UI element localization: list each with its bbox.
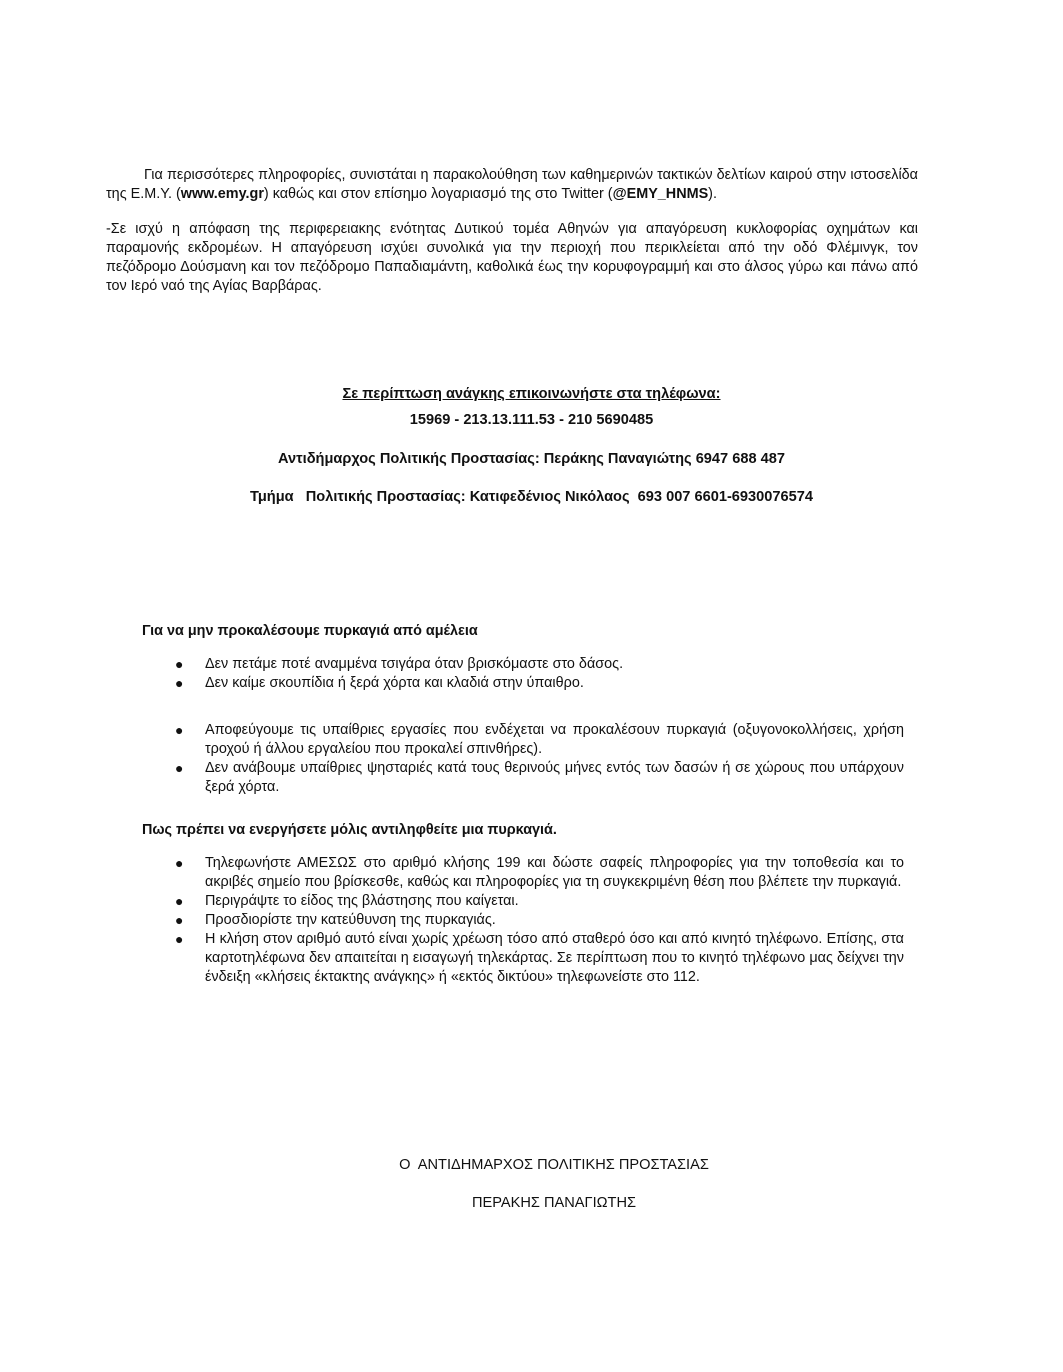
list-item: ● Η κλήση στον αριθμό αυτό είναι χωρίς χρέωση τόσο από σταθερό όσο και από κινητό τηλέφωνο. Επίσης, στα καρτοτηλέφωνα δεν απαιτείται η εισαγωγή τηλεκάρτας. Σε περίπτωση που το κινητό τηλέφωνο μας δείχνει την ένδειξη «κλήσεις έκτακτης ανάγκης» ή «εκτός δικτύου» τηλεφωνείστε στο 112. <box>175 931 904 985</box>
bullet-icon: ● <box>175 893 184 909</box>
list-item: ● Τηλεφωνήστε ΑΜΕΣΩΣ στο αριθμό κλήσης 199 και δώστε σαφείς πληροφορίες για την τοποθεσία και το ακριβές σημείο που βρίσκεσθε, καθώς και πληροφορίες για τη συγκεκριμένη θέση που βλέπετε την πυρκαγιά. <box>175 855 904 890</box>
bullet-icon: ● <box>175 912 184 928</box>
bullet-icon: ● <box>175 722 184 738</box>
list-item: ● Δεν καίμε σκουπίδια ή ξερά χόρτα και κλαδιά στην ύπαιθρο. <box>175 675 584 691</box>
list-item: ● Αποφεύγουμε τις υπαίθριες εργασίες που ενδέχεται να προκαλέσουν πυρκαγιά (οξυγονοκολλήσεις, χρήση τροχού ή άλλου εργαλείου που προκαλεί σπινθήρες). <box>175 722 904 757</box>
signature-title: Ο ΑΝΤΙΔΗΜΑΡΧΟΣ ΠΟΛΙΤΙΚΗΣ ΠΡΟΣΤΑΣΙΑΣ <box>399 1157 709 1173</box>
bullet-icon: ● <box>175 675 184 691</box>
bullet-icon: ● <box>175 656 184 672</box>
bullet-icon: ● <box>175 931 184 947</box>
emy-website-link[interactable]: www.emy.gr <box>180 186 264 202</box>
intro-paragraph-ban: -Σε ισχύ η απόφαση της περιφερειακης ενότητας Δυτικού τομέα Αθηνών για απαγόρευση κυκλοφορίας οχημάτων και παραμονής εκδρομέων. Η απαγόρευση ισχύει συνολικά για την περιοχή που περικλείεται από την οδό Φλέμινγκ, τον πεζόδρομο Δούσμανη και τον πεζόδρομο Παπαδιαμάντη, καθολικά έως την κορυφογραμμή και στο άλσος γύρω και πάνω από τον Ιερό ναό της Αγίας Βαρβάρας. <box>106 221 918 294</box>
list-item: ● Δεν πετάμε ποτέ αναμμένα τσιγάρα όταν βρισκόμαστε στο δάσος. <box>175 656 624 672</box>
intro-text-mid: ) καθώς και στον επίσημο λογαριασμό της στο Twitter ( <box>263 186 613 202</box>
intro-text-end: ). <box>708 186 717 202</box>
bullet-icon: ● <box>175 760 184 776</box>
list-item: ● Δεν ανάβουμε υπαίθριες ψησταριές κατά τους θερινούς μήνες εντός των δασών ή σε χώρους που υπάρχουν ξερά χόρτα. <box>175 760 904 795</box>
bullet-icon: ● <box>175 855 184 871</box>
intro-paragraph-weather <box>106 166 918 204</box>
prevention-heading: Για να μην προκαλέσουμε πυρκαγιά από αμέλεια <box>142 623 478 639</box>
response-list <box>0 854 1063 987</box>
contacts-department: Τμήμα Πολιτικής Προστασίας: Κατιφεδένιος Νικόλαος 693 007 6601-6930076574 <box>250 489 813 505</box>
prevention-list-1 <box>0 655 1063 693</box>
list-item: ● Προσδιορίστε την κατεύθυνση της πυρκαγιάς. <box>175 912 496 928</box>
intro-text-start: Για περισσότερες πληροφορίες, συνιστάται η παρακολούθηση των καθημερινών τακτικών δελτίων καιρού στην ιστοσελίδα της Ε.Μ.Υ. ( <box>106 167 918 202</box>
twitter-handle[interactable]: @EMY_HNMS <box>612 186 709 202</box>
list-item: ● Περιγράψτε το είδος της βλάστησης που καίγεται. <box>175 893 519 909</box>
signature-name: ΠΕΡΑΚΗΣ ΠΑΝΑΓΙΩΤΗΣ <box>471 1195 637 1211</box>
prevention-list-2 <box>0 721 1063 797</box>
response-heading: Πως πρέπει να ενεργήσετε μόλις αντιληφθείτε μια πυρκαγιά. <box>142 822 557 838</box>
contacts-deputy-mayor: Αντιδήμαρχος Πολιτικής Προστασίας: Περάκης Παναγιώτης 6947 688 487 <box>278 451 785 467</box>
contacts-phones: 15969 - 213.13.111.53 - 210 5690485 <box>409 412 654 428</box>
contacts-heading: Σε περίπτωση ανάγκης επικοινωνήστε στα τηλέφωνα: <box>342 386 721 402</box>
